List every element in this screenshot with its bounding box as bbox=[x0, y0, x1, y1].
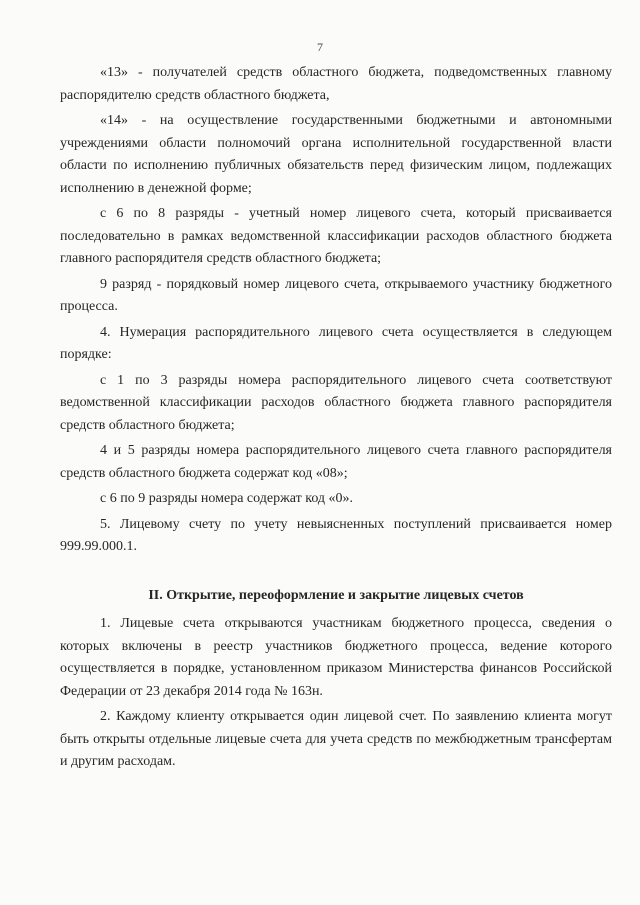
section-paragraph-1: 1. Лицевые счета открываются участникам бюджетного процесса, сведения о которых включены в реестр участников бюджетного процесса, ведение которого осуществляется в порядке, установленном приказом Министерства финансов Российской Федерации от 23 декабря 2014 года № 163н. bbox=[60, 616, 612, 699]
paragraph-digits-6-9: с 6 по 9 разряды номера содержат код «0». bbox=[100, 491, 354, 506]
paragraph-digits-4-5: 4 и 5 разряды номера распорядительного лицевого счета главного распорядителя средств областного бюджета содержат код «08»; bbox=[60, 443, 612, 481]
paragraph-code-13: «13» - получателей средств областного бюджета, подведомственных главному распорядителю средств областного бюджета, bbox=[60, 65, 612, 103]
paragraph-digits-1-3: с 1 по 3 разряды номера распорядительного лицевого счета соответствуют ведомственной классификации расходов областного бюджета главного распорядителя средств областного бюджета; bbox=[60, 372, 612, 433]
paragraph-digits-6-8: с 6 по 8 разряды - учетный номер лицевого счета, который присваивается последовательно в рамках ведомственной классификации расходов областного бюджета главного распорядителя средств областного бюджета; bbox=[60, 206, 612, 266]
section-title: II. Открытие, переоформление и закрытие лицевых счетов bbox=[148, 587, 524, 603]
paragraph-code-14: «14» - на осуществление государственными бюджетными и автономными учреждениями области полномочий органа исполнительной государственной власти области по исполнению публичных обязательств перед физическим лицом, подлежащих исполнению в денежной форме; bbox=[60, 113, 612, 196]
paragraph-digit-9: 9 разряд - порядковый номер лицевого счета, открываемого участнику бюджетного процесса. bbox=[60, 276, 612, 314]
page-number: 7 bbox=[317, 40, 323, 54]
paragraph-item-4: 4. Нумерация распорядительного лицевого счета осуществляется в следующем порядке: bbox=[60, 324, 612, 362]
section-paragraph-2: 2. Каждому клиенту открывается один лицевой счет. По заявлению клиента могут быть открыты отдельные лицевые счета для учета средств по межбюджетным трансфертам и другим расходам. bbox=[60, 709, 612, 769]
paragraph-item-5: 5. Лицевому счету по учету невыясненных поступлений присваивается номер 999.99.000.1. bbox=[60, 516, 612, 554]
document-body bbox=[60, 62, 612, 777]
